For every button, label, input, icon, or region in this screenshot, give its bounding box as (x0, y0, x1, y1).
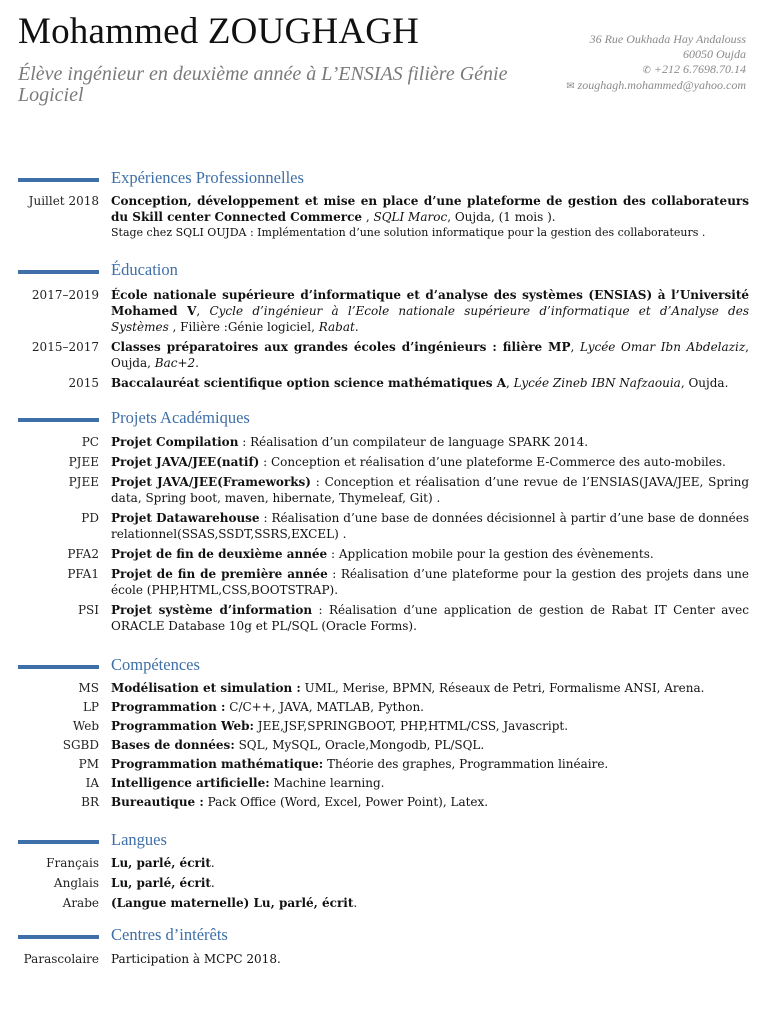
section-header (0, 260, 768, 282)
section-languages (0, 830, 768, 911)
skill-name: Bases de données: (111, 738, 235, 752)
project-name: Projet de fin de deuxième année (111, 547, 328, 561)
section-header (0, 655, 768, 677)
candidate-name: Mohammed ZOUGHAGH (18, 11, 420, 52)
entry-body (111, 339, 749, 371)
skill-desc: UML, Merise, BPMN, Réseaux de Petri, Formalisme ANSI, Arena. (300, 681, 705, 695)
entry-tag: Anglais (53, 876, 99, 890)
entry-body (111, 566, 749, 598)
project-entry (0, 474, 768, 506)
section-header (0, 408, 768, 430)
project-desc: : Conception et réalisation d’une revue de l’ENSIAS(JAVA/JEE, Spring data, Spring boot, maven, hibernate, Thymeleaf, Git) . (111, 475, 750, 505)
project-name: Projet système d’information (111, 603, 313, 617)
entry-body (111, 602, 749, 634)
section-interests (0, 925, 768, 967)
section-bar (18, 935, 99, 939)
entry-mid: , Oujda, (111, 340, 749, 370)
section-bar (18, 178, 99, 182)
entry-mid: , Filière :Génie logiciel, (168, 320, 319, 334)
entry-company: SQLI Maroc (373, 210, 448, 224)
entry-sep: , (506, 376, 514, 390)
skill-name: Programmation mathématique: (111, 757, 324, 771)
address-line-2: 60050 Oujda (683, 47, 746, 61)
section-bar (18, 270, 99, 274)
entry-body (111, 737, 749, 753)
entry-tag: PC (81, 435, 99, 449)
entry-tag: IA (85, 776, 99, 790)
language-entry (0, 875, 768, 891)
entry-end: . (354, 320, 359, 334)
entry-date: 2015–2017 (31, 340, 99, 354)
project-entry (0, 546, 768, 562)
entry-tag: LP (82, 700, 99, 714)
email-line[interactable] (486, 78, 746, 94)
entry-tag: MS (78, 681, 99, 695)
project-entry (0, 602, 768, 634)
entry-body (111, 434, 749, 450)
section-skills (0, 655, 768, 810)
project-name: Projet de fin de première année (111, 567, 328, 581)
skill-desc: SQL, MySQL, Oracle,Mongodb, PL/SQL. (234, 738, 485, 752)
phone-number: +212 6.7698.70.14 (653, 62, 746, 76)
section-title: Compétences (111, 655, 200, 674)
entry-detail: Lycée Omar Ibn Abdelaziz (579, 340, 746, 354)
entry-body (111, 454, 749, 470)
section-bar (18, 665, 99, 669)
language-end: . (210, 876, 215, 890)
skill-entry (0, 737, 768, 753)
skill-name: Programmation : (111, 700, 226, 714)
entry-degree: Baccalauréat scientifique option science mathématiques A (111, 376, 506, 390)
entry-tag: Arabe (62, 896, 99, 910)
candidate-subtitle: Élève ingénieur en deuxième année à L’ENSIAS filière Génie Logiciel (18, 63, 508, 106)
project-name: Projet Compilation (111, 435, 239, 449)
entry-tag: PM (78, 757, 99, 771)
language-level: Lu, parlé, écrit (111, 856, 211, 870)
contact-block (486, 32, 746, 94)
entry-end: . (195, 356, 199, 370)
section-title: Langues (111, 830, 167, 849)
section-education (0, 260, 768, 391)
section-title: Projets Académiques (111, 408, 250, 427)
email-address[interactable]: zoughagh.mohammed@yahoo.com (577, 78, 746, 92)
interest-desc: Participation à MCPC 2018. (111, 952, 281, 966)
entry-tag: Parascolaire (23, 952, 99, 966)
section-header (0, 925, 768, 947)
entry-sep: , (570, 340, 580, 354)
entry-tag: PFA2 (67, 547, 99, 561)
entry-degree: École nationale supérieure d’informatique et d’analyse des systèmes (ENSIAS) à l’Université Mohamed V (111, 288, 749, 318)
entry-body (111, 546, 749, 562)
section-header (0, 830, 768, 852)
skill-name: Bureautique : (111, 795, 204, 809)
education-entry (0, 339, 768, 371)
entry-detail: Cycle d’ingénieur à l’Ecole nationale supérieure d’informatique et d’Analyse des Systèmes (111, 304, 750, 334)
project-desc: : Conception et réalisation d’une plateforme E-Commerce des auto-mobiles. (259, 455, 726, 469)
section-projects (0, 408, 768, 634)
entry-tag: PSI (77, 603, 99, 617)
project-desc: : Application mobile pour la gestion des évènements. (327, 547, 654, 561)
entry-description: Stage chez SQLI OUJDA : Implémentation d’une solution informatique pour la gestion des collaborateurs . (111, 226, 706, 239)
entry-body (111, 375, 749, 391)
envelope-icon: ✉ (566, 81, 575, 92)
entry-sep: , (196, 304, 210, 318)
skill-name: Intelligence artificielle: (111, 776, 270, 790)
skill-entry (0, 775, 768, 791)
entry-role: Conception, développement et mise en place d’une plateforme de gestion des collaborateurs du Skill center Connected Commerce (111, 194, 749, 224)
entry-body (111, 699, 749, 715)
entry-place: Bac+2 (154, 356, 196, 370)
education-entry (0, 375, 768, 391)
skill-desc: Pack Office (Word, Excel, Power Point), Latex. (203, 795, 489, 809)
project-name: Projet JAVA/JEE(Frameworks) (111, 475, 311, 489)
entry-place: Rabat (318, 320, 355, 334)
project-desc: : Réalisation d’une plateforme pour la gestion des projets dans une école (PHP,HTML,CSS,BOOTSTRAP). (111, 567, 750, 597)
language-level: Lu, parlé, écrit (111, 876, 211, 890)
entry-body (111, 193, 749, 240)
skill-entry (0, 794, 768, 810)
project-entry (0, 510, 768, 542)
project-desc: : Réalisation d’une application de gestion de Rabat IT Center avec ORACLE Database 10g et PL/SQL (Oracle Forms). (111, 603, 749, 633)
entry-tag: PFA1 (67, 567, 99, 581)
entry-tag: Web (72, 719, 99, 733)
project-name: Projet JAVA/JEE(natif) (111, 455, 260, 469)
entry-location: , Oujda, (1 mois ). (447, 210, 556, 224)
skill-desc: C/C++, JAVA, MATLAB, Python. (225, 700, 424, 714)
entry-body (111, 510, 749, 542)
entry-body (111, 775, 749, 791)
interest-entry (0, 951, 768, 967)
skill-entry (0, 680, 768, 696)
section-title: Centres d’intérêts (111, 925, 228, 944)
language-level: (Langue maternelle) Lu, parlé, écrit (111, 896, 354, 910)
language-entry (0, 895, 768, 911)
education-entry (0, 287, 768, 335)
entry-date: Juillet 2018 (28, 194, 99, 208)
entry-tag: BR (81, 795, 99, 809)
entry-tag: PJEE (68, 455, 99, 469)
section-title: Expériences Professionnelles (111, 168, 304, 187)
skill-entry (0, 718, 768, 734)
entry-body (111, 794, 749, 810)
skill-name: Modélisation et simulation : (111, 681, 301, 695)
section-experience (0, 168, 768, 240)
section-title: Éducation (111, 260, 178, 279)
entry-tag: PJEE (68, 475, 99, 489)
address-line-1: 36 Rue Oukhada Hay Andalouss (589, 32, 746, 46)
experience-entry (0, 193, 768, 240)
section-bar (18, 418, 99, 422)
phone-line (486, 62, 746, 78)
entry-body (111, 895, 749, 911)
language-end: . (353, 896, 358, 910)
entry-body (111, 287, 749, 335)
phone-icon: ✆ (642, 65, 651, 76)
language-entry (0, 855, 768, 871)
entry-mid: , Oujda. (680, 376, 729, 390)
project-name: Projet Datawarehouse (111, 511, 260, 525)
entry-degree: Classes préparatoires aux grandes écoles d’ingénieurs : filière MP (111, 340, 571, 354)
entry-body (111, 756, 749, 772)
project-entry (0, 434, 768, 450)
skill-name: Programmation Web: (111, 719, 254, 733)
skill-entry (0, 699, 768, 715)
entry-body (111, 855, 749, 871)
project-entry (0, 566, 768, 598)
language-end: . (210, 856, 215, 870)
skill-desc: JEE,JSF,SPRINGBOOT, PHP,HTML/CSS, Javascript. (253, 719, 569, 733)
skill-desc: Machine learning. (269, 776, 385, 790)
skill-entry (0, 756, 768, 772)
entry-detail: Lycée Zineb IBN Nafzaouia (513, 376, 681, 390)
entry-date: 2015 (68, 376, 99, 390)
entry-body (111, 875, 749, 891)
section-header (0, 168, 768, 190)
entry-sep: , (362, 210, 374, 224)
entry-tag: PD (81, 511, 99, 525)
skill-desc: Théorie des graphes, Programmation linéaire. (323, 757, 609, 771)
project-desc: : Réalisation d’une base de données décisionnel à partir d’une base de données relationnel(SSAS,SSDT,SSRS,EXCEL) . (111, 511, 750, 541)
entry-date: 2017–2019 (31, 288, 99, 302)
entry-tag: SGBD (62, 738, 99, 752)
section-bar (18, 840, 99, 844)
entry-tag: Français (46, 856, 99, 870)
entry-body (111, 680, 749, 696)
project-desc: : Réalisation d’un compilateur de language SPARK 2014. (238, 435, 589, 449)
project-entry (0, 454, 768, 470)
entry-body (111, 718, 749, 734)
entry-body (111, 474, 749, 506)
